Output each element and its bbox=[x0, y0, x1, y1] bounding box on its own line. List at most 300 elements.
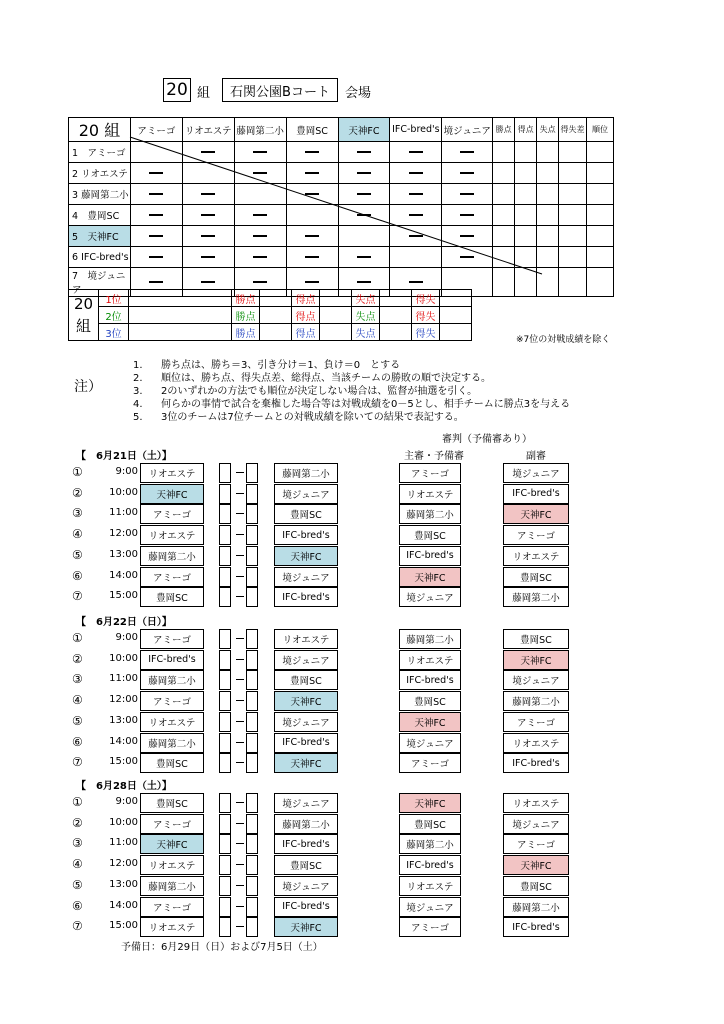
home-team: 豊岡SC bbox=[140, 793, 204, 813]
sub-referee: IFC-bred's bbox=[503, 484, 569, 504]
home-score-box bbox=[219, 650, 231, 670]
standings-row bbox=[69, 324, 472, 341]
dash-mark bbox=[357, 214, 371, 216]
home-score-box bbox=[219, 917, 231, 937]
match-row bbox=[0, 525, 724, 545]
match-row bbox=[0, 484, 724, 504]
dash-mark bbox=[201, 235, 215, 237]
away-team: 境ジュニア bbox=[274, 712, 338, 732]
vs-dash bbox=[236, 721, 244, 722]
standings-value bbox=[380, 290, 412, 307]
league-row-team: 4 豊岡SC bbox=[69, 205, 131, 226]
league-row bbox=[69, 205, 614, 226]
match-row bbox=[0, 691, 724, 711]
league-row-team: 1 アミーゴ bbox=[69, 142, 131, 163]
away-team: 藤岡第二小 bbox=[274, 463, 338, 483]
note-item: 4. 何らかの事情で試合を棄権した場合等は対戦成績を0－5とし、相手チームに勝点3を与える bbox=[133, 399, 571, 410]
league-stat-cell bbox=[515, 205, 537, 226]
dash-mark bbox=[460, 172, 474, 174]
league-self-cell bbox=[286, 205, 338, 226]
away-team: IFC-bred's bbox=[274, 897, 338, 917]
sub-referee: アミーゴ bbox=[503, 712, 569, 732]
standings-label: 得点 bbox=[292, 307, 320, 324]
main-referee: 天神FC bbox=[399, 793, 461, 813]
league-stat-cell bbox=[559, 142, 587, 163]
referee-title: 審判（予備審あり） bbox=[442, 434, 532, 445]
home-score-box bbox=[219, 484, 231, 504]
league-score-cell bbox=[182, 184, 234, 205]
match-number: ⑥ bbox=[72, 734, 83, 749]
match-number: ⑤ bbox=[72, 547, 83, 562]
league-score-cell bbox=[130, 205, 182, 226]
main-referee: IFC-bred's bbox=[399, 546, 461, 566]
away-team: IFC-bred's bbox=[274, 733, 338, 753]
home-score-box bbox=[219, 876, 231, 896]
away-team: IFC-bred's bbox=[274, 834, 338, 854]
match-number: ⑦ bbox=[72, 589, 83, 604]
away-score-box bbox=[246, 793, 258, 813]
league-row bbox=[69, 247, 614, 268]
main-referee: 豊岡SC bbox=[399, 691, 461, 711]
main-referee: リオエステ bbox=[399, 650, 461, 670]
league-row-team: 6 IFC-bred's bbox=[69, 247, 131, 268]
league-score-cell bbox=[234, 226, 286, 247]
match-number: ④ bbox=[72, 857, 83, 872]
league-stat-header: 失点 bbox=[537, 118, 559, 142]
match-time: 12:00 bbox=[109, 858, 138, 870]
league-self-cell bbox=[390, 247, 442, 268]
league-stat-cell bbox=[537, 226, 559, 247]
home-score-box bbox=[219, 897, 231, 917]
league-score-cell bbox=[286, 226, 338, 247]
match-time: 13:00 bbox=[109, 878, 138, 890]
away-score-box bbox=[246, 712, 258, 732]
sub-referee: 天神FC bbox=[503, 504, 569, 524]
sub-referee: 豊岡SC bbox=[503, 567, 569, 587]
match-time: 15:00 bbox=[109, 756, 138, 768]
standings-value bbox=[320, 307, 352, 324]
vs-dash bbox=[236, 742, 244, 743]
sub-referee: 豊岡SC bbox=[503, 629, 569, 649]
away-score-box bbox=[246, 753, 258, 773]
league-stat-cell bbox=[587, 205, 614, 226]
standings-wrap bbox=[68, 289, 472, 341]
sub-referee: 境ジュニア bbox=[503, 814, 569, 834]
main-referee: リオエステ bbox=[399, 484, 461, 504]
match-number: ④ bbox=[72, 527, 83, 542]
league-stat-cell bbox=[537, 205, 559, 226]
vs-dash bbox=[236, 638, 244, 639]
match-row bbox=[0, 793, 724, 813]
away-score-box bbox=[246, 876, 258, 896]
away-team: 天神FC bbox=[274, 753, 338, 773]
home-score-box bbox=[219, 504, 231, 524]
vs-dash bbox=[236, 885, 244, 886]
standings-value bbox=[440, 307, 472, 324]
sub-referee: 豊岡SC bbox=[503, 876, 569, 896]
dash-mark bbox=[357, 193, 371, 195]
dash-mark bbox=[460, 214, 474, 216]
venue-box bbox=[222, 78, 338, 102]
league-col-team: 境ジュニア bbox=[442, 118, 493, 142]
away-score-box bbox=[246, 525, 258, 545]
away-team: IFC-bred's bbox=[274, 525, 338, 545]
match-number: ③ bbox=[72, 506, 83, 521]
standings-value bbox=[320, 290, 352, 307]
home-team: アミーゴ bbox=[140, 504, 204, 524]
match-time: 14:00 bbox=[109, 899, 138, 911]
match-time: 15:00 bbox=[109, 920, 138, 932]
league-score-cell bbox=[234, 163, 286, 184]
main-referee: アミーゴ bbox=[399, 753, 461, 773]
away-team: リオエステ bbox=[274, 629, 338, 649]
match-row bbox=[0, 567, 724, 587]
away-team: 境ジュニア bbox=[274, 484, 338, 504]
league-stat-cell bbox=[515, 142, 537, 163]
dash-mark bbox=[357, 151, 371, 153]
league-stat-cell bbox=[559, 226, 587, 247]
match-number: ⑦ bbox=[72, 755, 83, 770]
home-team: IFC-bred's bbox=[140, 650, 204, 670]
away-team: 豊岡SC bbox=[274, 504, 338, 524]
league-score-cell bbox=[390, 226, 442, 247]
dash-mark bbox=[201, 193, 215, 195]
main-ref-label: 主審・予備審 bbox=[404, 451, 464, 462]
standings-label: 得失 bbox=[412, 290, 440, 307]
match-row bbox=[0, 733, 724, 753]
league-score-cell bbox=[130, 163, 182, 184]
dash-mark bbox=[305, 281, 319, 283]
dash-mark bbox=[409, 151, 423, 153]
away-score-box bbox=[246, 670, 258, 690]
match-row bbox=[0, 546, 724, 566]
dash-mark bbox=[201, 151, 215, 153]
standings-label: 失点 bbox=[352, 324, 380, 341]
home-team: 藤岡第二小 bbox=[140, 670, 204, 690]
standings-label: 得失 bbox=[412, 307, 440, 324]
league-score-cell bbox=[442, 142, 493, 163]
match-row bbox=[0, 670, 724, 690]
match-time: 14:00 bbox=[109, 735, 138, 747]
dash-mark bbox=[149, 214, 163, 216]
match-row bbox=[0, 650, 724, 670]
league-row bbox=[69, 226, 614, 247]
standings-rank: 3位 bbox=[99, 324, 129, 341]
match-row bbox=[0, 855, 724, 875]
match-day-header: 【 6月22日（日）】 bbox=[76, 617, 172, 628]
sub-referee: IFC-bred's bbox=[503, 753, 569, 773]
dash-mark bbox=[305, 172, 319, 174]
away-team: 豊岡SC bbox=[274, 670, 338, 690]
standings-value bbox=[380, 324, 412, 341]
sub-referee: 天神FC bbox=[503, 650, 569, 670]
group-number: 20 bbox=[166, 80, 188, 100]
vs-dash bbox=[236, 679, 244, 680]
match-time: 11:00 bbox=[109, 837, 138, 849]
dash-mark bbox=[253, 172, 267, 174]
match-time: 14:00 bbox=[109, 569, 138, 581]
home-score-box bbox=[219, 793, 231, 813]
league-stat-cell bbox=[537, 142, 559, 163]
dash-mark bbox=[409, 172, 423, 174]
note-item: 5. 3位のチームは7位チームとの対戦成績を除いての結果で表記する。 bbox=[133, 412, 464, 423]
standings-value bbox=[380, 307, 412, 324]
dash-mark bbox=[409, 281, 423, 283]
dash-mark bbox=[460, 235, 474, 237]
away-score-box bbox=[246, 897, 258, 917]
vs-dash bbox=[236, 926, 244, 927]
league-score-cell bbox=[234, 142, 286, 163]
sub-referee: アミーゴ bbox=[503, 525, 569, 545]
dash-mark bbox=[149, 193, 163, 195]
away-team: 境ジュニア bbox=[274, 650, 338, 670]
league-stat-header: 得失差 bbox=[559, 118, 587, 142]
league-row bbox=[69, 184, 614, 205]
main-referee: IFC-bred's bbox=[399, 855, 461, 875]
match-number: ① bbox=[72, 631, 83, 645]
main-referee: IFC-bred's bbox=[399, 670, 461, 690]
away-score-box bbox=[246, 629, 258, 649]
home-score-box bbox=[219, 670, 231, 690]
sub-referee: IFC-bred's bbox=[503, 917, 569, 937]
away-score-box bbox=[246, 855, 258, 875]
dash-mark bbox=[149, 256, 163, 258]
note-item: 3. 2のいずれかの方法でも順位が決定しない場合は、監督が抽選を引く。 bbox=[133, 386, 478, 397]
dash-mark bbox=[409, 214, 423, 216]
league-stat-header: 勝点 bbox=[493, 118, 515, 142]
away-score-box bbox=[246, 691, 258, 711]
standings-label: 失点 bbox=[352, 307, 380, 324]
main-referee: 豊岡SC bbox=[399, 525, 461, 545]
match-number: ② bbox=[72, 815, 83, 830]
league-stat-cell bbox=[559, 268, 587, 297]
match-time: 10:00 bbox=[109, 652, 138, 664]
home-team: 藤岡第二小 bbox=[140, 876, 204, 896]
league-table-wrap bbox=[68, 117, 614, 297]
match-time: 9:00 bbox=[115, 466, 138, 477]
sub-referee: 藤岡第二小 bbox=[503, 897, 569, 917]
dash-mark bbox=[253, 256, 267, 258]
home-team: アミーゴ bbox=[140, 814, 204, 834]
main-referee: 藤岡第二小 bbox=[399, 504, 461, 524]
league-score-cell bbox=[442, 163, 493, 184]
away-team: 境ジュニア bbox=[274, 567, 338, 587]
league-score-cell bbox=[182, 247, 234, 268]
standings-label: 得点 bbox=[292, 324, 320, 341]
home-team: アミーゴ bbox=[140, 567, 204, 587]
main-referee: 境ジュニア bbox=[399, 733, 461, 753]
standings-rank: 2位 bbox=[99, 307, 129, 324]
league-self-cell bbox=[130, 142, 182, 163]
dash-mark bbox=[357, 281, 371, 283]
league-stat-cell bbox=[515, 184, 537, 205]
league-stat-cell bbox=[515, 247, 537, 268]
league-stat-cell bbox=[515, 268, 537, 297]
away-score-box bbox=[246, 567, 258, 587]
home-score-box bbox=[219, 546, 231, 566]
match-number: ① bbox=[72, 465, 83, 479]
league-score-cell bbox=[338, 142, 390, 163]
away-score-box bbox=[246, 546, 258, 566]
away-score-box bbox=[246, 463, 258, 483]
match-time: 13:00 bbox=[109, 714, 138, 726]
standings-group: 20 組 bbox=[69, 290, 99, 341]
home-team: 藤岡第二小 bbox=[140, 546, 204, 566]
match-number: ① bbox=[72, 795, 83, 809]
note-item: 1. 勝ち点は、勝ち＝3、引き分け＝1、負け＝0 とする bbox=[133, 360, 401, 371]
home-score-box bbox=[219, 855, 231, 875]
match-number: ④ bbox=[72, 693, 83, 708]
home-score-box bbox=[219, 691, 231, 711]
league-stat-cell bbox=[493, 205, 515, 226]
home-team: リオエステ bbox=[140, 463, 204, 483]
sub-ref-label: 副審 bbox=[526, 451, 546, 462]
home-score-box bbox=[219, 834, 231, 854]
sub-referee: 藤岡第二小 bbox=[503, 587, 569, 607]
standings-row bbox=[69, 290, 472, 307]
sub-referee: アミーゴ bbox=[503, 834, 569, 854]
dash-mark bbox=[253, 151, 267, 153]
vs-dash bbox=[236, 906, 244, 907]
standings-team bbox=[129, 290, 232, 307]
main-referee: 境ジュニア bbox=[399, 587, 461, 607]
away-score-box bbox=[246, 484, 258, 504]
league-score-cell bbox=[286, 163, 338, 184]
league-score-cell bbox=[338, 184, 390, 205]
dash-mark bbox=[357, 172, 371, 174]
home-team: リオエステ bbox=[140, 525, 204, 545]
dash-mark bbox=[253, 214, 267, 216]
league-stat-cell bbox=[493, 268, 515, 297]
home-team: 藤岡第二小 bbox=[140, 733, 204, 753]
vs-dash bbox=[236, 802, 244, 803]
away-team: 藤岡第二小 bbox=[274, 814, 338, 834]
league-table bbox=[68, 117, 614, 297]
vs-dash bbox=[236, 472, 244, 473]
league-score-cell bbox=[182, 226, 234, 247]
dash-mark bbox=[460, 151, 474, 153]
match-time: 12:00 bbox=[109, 694, 138, 706]
away-score-box bbox=[246, 917, 258, 937]
sub-referee: リオエステ bbox=[503, 793, 569, 813]
vs-dash bbox=[236, 555, 244, 556]
group-number-box bbox=[163, 78, 191, 102]
league-self-cell bbox=[234, 184, 286, 205]
league-col-team: アミーゴ bbox=[130, 118, 182, 142]
league-score-cell bbox=[338, 247, 390, 268]
match-row bbox=[0, 876, 724, 896]
vs-dash bbox=[236, 596, 244, 597]
home-team: リオエステ bbox=[140, 855, 204, 875]
sub-referee: リオエステ bbox=[503, 733, 569, 753]
sub-referee: 天神FC bbox=[503, 855, 569, 875]
league-stat-cell bbox=[587, 247, 614, 268]
dash-mark bbox=[460, 256, 474, 258]
match-row bbox=[0, 712, 724, 732]
home-team: 天神FC bbox=[140, 484, 204, 504]
league-stat-cell bbox=[537, 184, 559, 205]
standings-value bbox=[320, 324, 352, 341]
main-referee: 天神FC bbox=[399, 712, 461, 732]
main-referee: 藤岡第二小 bbox=[399, 834, 461, 854]
vs-dash bbox=[236, 823, 244, 824]
league-score-cell bbox=[234, 247, 286, 268]
sub-referee: 藤岡第二小 bbox=[503, 691, 569, 711]
main-referee: 境ジュニア bbox=[399, 897, 461, 917]
match-row bbox=[0, 463, 724, 483]
vs-dash bbox=[236, 659, 244, 660]
match-time: 11:00 bbox=[109, 673, 138, 685]
standings-value bbox=[260, 324, 292, 341]
league-stat-cell bbox=[537, 268, 559, 297]
standings-label: 勝点 bbox=[232, 307, 260, 324]
league-score-cell bbox=[442, 205, 493, 226]
league-stat-cell bbox=[493, 247, 515, 268]
league-stat-cell bbox=[587, 163, 614, 184]
dash-mark bbox=[253, 281, 267, 283]
league-score-cell bbox=[442, 247, 493, 268]
home-team: 天神FC bbox=[140, 834, 204, 854]
match-time: 9:00 bbox=[115, 632, 138, 643]
league-stat-cell bbox=[493, 184, 515, 205]
main-referee: 天神FC bbox=[399, 567, 461, 587]
league-score-cell bbox=[286, 142, 338, 163]
standings-value bbox=[260, 307, 292, 324]
home-score-box bbox=[219, 753, 231, 773]
league-col-team: IFC-bred's bbox=[390, 118, 442, 142]
league-score-cell bbox=[390, 205, 442, 226]
league-stat-cell bbox=[559, 205, 587, 226]
match-number: ⑥ bbox=[72, 568, 83, 583]
away-team: 豊岡SC bbox=[274, 855, 338, 875]
league-stat-cell bbox=[493, 142, 515, 163]
group-label: 組 bbox=[197, 86, 211, 101]
home-team: リオエステ bbox=[140, 917, 204, 937]
standings-label: 勝点 bbox=[232, 290, 260, 307]
league-stat-cell bbox=[493, 226, 515, 247]
league-row-team: 2 リオエステ bbox=[69, 163, 131, 184]
standings-value bbox=[260, 290, 292, 307]
away-score-box bbox=[246, 504, 258, 524]
home-team: アミーゴ bbox=[140, 691, 204, 711]
dash-mark bbox=[305, 193, 319, 195]
dash-mark bbox=[460, 193, 474, 195]
league-row bbox=[69, 163, 614, 184]
dash-mark bbox=[305, 151, 319, 153]
home-team: リオエステ bbox=[140, 712, 204, 732]
standings-rank: 1位 bbox=[99, 290, 129, 307]
match-row bbox=[0, 897, 724, 917]
away-team: 境ジュニア bbox=[274, 793, 338, 813]
match-time: 11:00 bbox=[109, 507, 138, 519]
league-score-cell bbox=[390, 142, 442, 163]
home-score-box bbox=[219, 587, 231, 607]
match-row bbox=[0, 587, 724, 607]
away-team: 天神FC bbox=[274, 917, 338, 937]
league-row-team: 5 天神FC bbox=[69, 226, 131, 247]
main-referee: アミーゴ bbox=[399, 463, 461, 483]
vs-dash bbox=[236, 864, 244, 865]
vs-dash bbox=[236, 762, 244, 763]
league-stat-cell bbox=[559, 184, 587, 205]
standings-team bbox=[129, 324, 232, 341]
league-stat-cell bbox=[559, 163, 587, 184]
standings-note: ※7位の対戦成績を除く bbox=[516, 335, 611, 345]
away-score-box bbox=[246, 814, 258, 834]
home-score-box bbox=[219, 733, 231, 753]
league-col-team: 藤岡第二小 bbox=[234, 118, 286, 142]
dash-mark bbox=[201, 281, 215, 283]
